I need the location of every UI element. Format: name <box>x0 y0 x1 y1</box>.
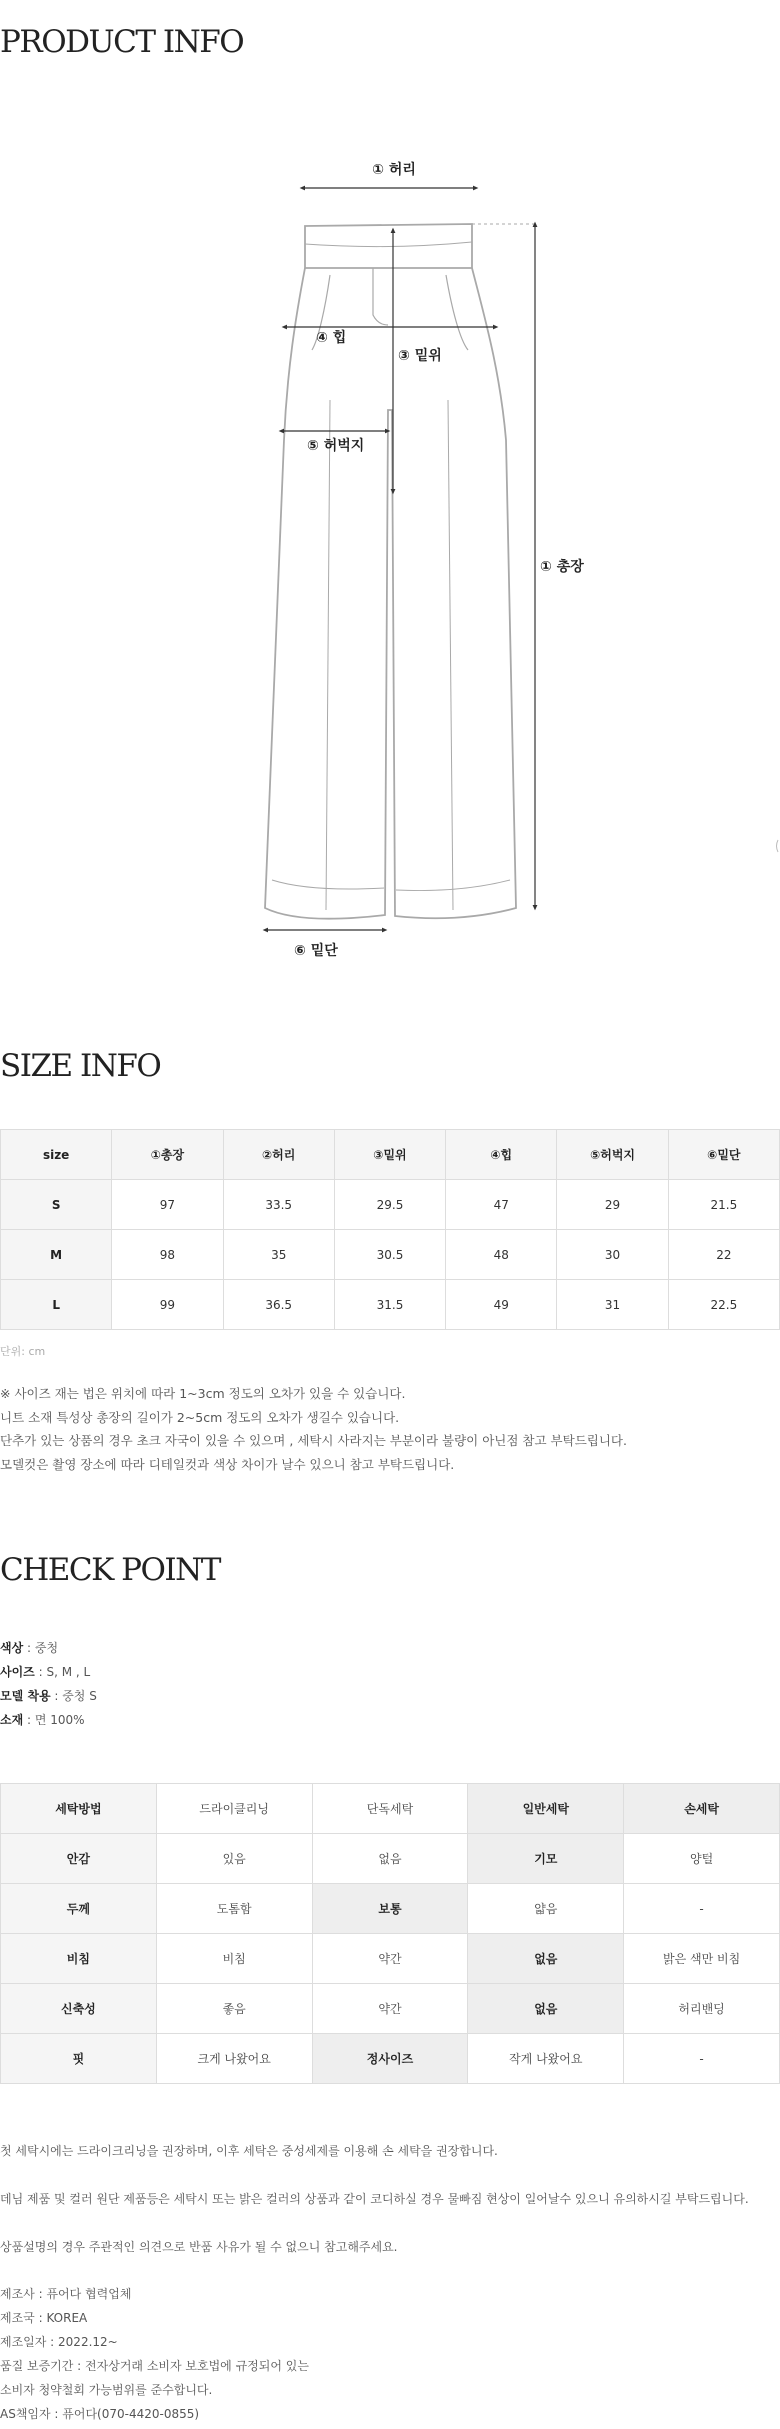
table-row <box>1 1984 780 2034</box>
pants-measurement-diagram <box>0 140 780 970</box>
spec-label: 소재 <box>0 1713 24 1727</box>
manufacturer-line: 소비자 청약철회 가능범위를 준수합니다. <box>0 2383 213 2397</box>
label-length: ① 총장 <box>540 559 584 575</box>
label-hem: ⑥ 밑단 <box>294 943 338 959</box>
size-label: S <box>1 1180 112 1230</box>
manufacturer-line: 품질 보증기간 : 전자상거래 소비자 보호법에 규정되어 있는 <box>0 2359 309 2373</box>
check-label: 비침 <box>1 1934 157 1984</box>
label-thigh: ⑤ 허벅지 <box>307 438 365 454</box>
check-option: 없음 <box>468 1984 624 2034</box>
pants-outline <box>265 224 535 919</box>
spec-row <box>0 1660 97 1684</box>
table-cell: 29 <box>557 1180 668 1230</box>
check-option: 있음 <box>156 1834 312 1884</box>
table-cell: 21.5 <box>668 1180 779 1230</box>
check-option: 일반세탁 <box>468 1784 624 1834</box>
check-option: 정사이즈 <box>312 2034 468 2084</box>
size-label: M <box>1 1230 112 1280</box>
check-option: 없음 <box>312 1834 468 1884</box>
size-table-header: ⑥밑단 <box>668 1130 779 1180</box>
table-cell: 98 <box>112 1230 223 1280</box>
manufacturer-info <box>0 2282 309 2426</box>
product-specs <box>0 1636 97 1732</box>
check-option: 비침 <box>156 1934 312 1984</box>
spec-value: : S, M , L <box>34 1665 91 1679</box>
size-table-header: ④힙 <box>446 1130 557 1180</box>
unit-note: 단위: cm <box>0 1345 46 1358</box>
label-rise: ③ 밑위 <box>398 348 442 364</box>
size-note: 니트 소재 특성상 총장의 길이가 2~5cm 정도의 오차가 생길수 있습니다. <box>0 1409 400 1425</box>
spec-label: 모델 착용 <box>0 1689 51 1703</box>
spec-value: : 중청 S <box>50 1689 97 1703</box>
table-cell: 22.5 <box>668 1280 779 1330</box>
label-hip: ④ 힙 <box>316 330 347 346</box>
check-option: - <box>624 1884 780 1934</box>
size-note: 단추가 있는 상품의 경우 초크 자국이 있을 수 있으며 , 세탁시 사라지는 부분이라 불량이 아닌점 참고 부탁드립니다. <box>0 1433 627 1448</box>
table-cell: 49 <box>446 1280 557 1330</box>
spec-row <box>0 1636 97 1660</box>
product-info-heading: PRODUCT INFO <box>0 24 244 60</box>
table-row <box>1 1280 780 1330</box>
check-label: 핏 <box>1 2034 157 2084</box>
table-cell: 30 <box>557 1230 668 1280</box>
check-option: 기모 <box>468 1834 624 1884</box>
spec-row <box>0 1684 97 1708</box>
care-paragraph: 첫 세탁시에는 드라이크리닝을 권장하며, 이후 세탁은 중성세제를 이용해 손 세탁을 권장합니다. <box>0 2144 498 2158</box>
check-option: 얇음 <box>468 1884 624 1934</box>
size-table-header: ①총장 <box>112 1130 223 1180</box>
check-option: 약간 <box>312 1934 468 1984</box>
table-row <box>1 1230 780 1280</box>
table-cell: 33.5 <box>223 1180 334 1230</box>
check-option: 손세탁 <box>624 1784 780 1834</box>
check-option: - <box>624 2034 780 2084</box>
size-table-header: ⑤허벅지 <box>557 1130 668 1180</box>
table-cell: 48 <box>446 1230 557 1280</box>
care-paragraph: 상품설명의 경우 주관적인 의견으로 반품 사유가 될 수 없으니 참고해주세요. <box>0 2240 398 2254</box>
table-cell: 31 <box>557 1280 668 1330</box>
check-label: 두께 <box>1 1884 157 1934</box>
check-option: 허리밴딩 <box>624 1984 780 2034</box>
measurement-arrows <box>265 188 535 930</box>
check-option: 양털 <box>624 1834 780 1884</box>
table-row <box>1 1834 780 1884</box>
size-table-header: ③밑위 <box>334 1130 445 1180</box>
table-cell: 29.5 <box>334 1180 445 1230</box>
check-label: 안감 <box>1 1834 157 1884</box>
table-cell: 31.5 <box>334 1280 445 1330</box>
table-cell: 99 <box>112 1280 223 1330</box>
size-notes <box>0 1382 627 1476</box>
table-cell: 47 <box>446 1180 557 1230</box>
check-option: 밝은 색만 비침 <box>624 1934 780 1984</box>
table-row <box>1 2034 780 2084</box>
spec-label: 사이즈 <box>0 1665 35 1679</box>
label-waist: ① 허리 <box>372 162 416 178</box>
table-cell: 30.5 <box>334 1230 445 1280</box>
table-cell: 36.5 <box>223 1280 334 1330</box>
manufacturer-line: AS책임자 : 퓨어다(070-4420-0855) <box>0 2407 200 2421</box>
check-option: 크게 나왔어요 <box>156 2034 312 2084</box>
table-row <box>1 1180 780 1230</box>
manufacturer-line: 제조국 : KOREA <box>0 2311 88 2325</box>
size-table-header: ②허리 <box>223 1130 334 1180</box>
check-point-heading: CHECK POINT <box>0 1552 220 1588</box>
check-option: 없음 <box>468 1934 624 1984</box>
table-row <box>1 1884 780 1934</box>
care-paragraph: 데님 제품 및 컬러 원단 제품등은 세탁시 또는 밝은 컬러의 상품과 같이 코디하실 경우 물빠짐 현상이 일어날수 있으니 유의하시길 부탁드립니다. <box>0 2192 749 2206</box>
check-label: 세탁방법 <box>1 1784 157 1834</box>
size-table <box>0 1129 780 1330</box>
spec-value: : 중청 <box>23 1641 59 1655</box>
check-option: 작게 나왔어요 <box>468 2034 624 2084</box>
check-point-table <box>0 1783 780 2084</box>
size-table-header-row <box>1 1130 780 1180</box>
check-option: 드라이클리닝 <box>156 1784 312 1834</box>
check-option: 단독세탁 <box>312 1784 468 1834</box>
table-cell: 97 <box>112 1180 223 1230</box>
size-label: L <box>1 1280 112 1330</box>
check-option: 도톰함 <box>156 1884 312 1934</box>
table-cell: 35 <box>223 1230 334 1280</box>
size-info-heading: SIZE INFO <box>0 1048 161 1084</box>
check-option: 좋음 <box>156 1984 312 2034</box>
size-table-header: size <box>1 1130 112 1180</box>
check-option: 약간 <box>312 1984 468 2034</box>
table-cell: 22 <box>668 1230 779 1280</box>
spec-label: 색상 <box>0 1641 24 1655</box>
size-note: ※ 사이즈 재는 법은 위치에 따라 1~3cm 정도의 오차가 있을 수 있습니다. <box>0 1386 406 1401</box>
manufacturer-line: 제조일자 : 2022.12~ <box>0 2335 118 2349</box>
manufacturer-line: 제조사 : 퓨어다 협력업체 <box>0 2287 132 2301</box>
spec-row <box>0 1708 97 1732</box>
table-row <box>1 1934 780 1984</box>
check-option: 보통 <box>312 1884 468 1934</box>
check-label: 신축성 <box>1 1984 157 2034</box>
table-row <box>1 1784 780 1834</box>
size-note: 모델컷은 촬영 장소에 따라 디테일컷과 색상 차이가 날수 있으니 참고 부탁드립니다. <box>0 1456 455 1472</box>
spec-value: : 면 100% <box>23 1713 85 1727</box>
